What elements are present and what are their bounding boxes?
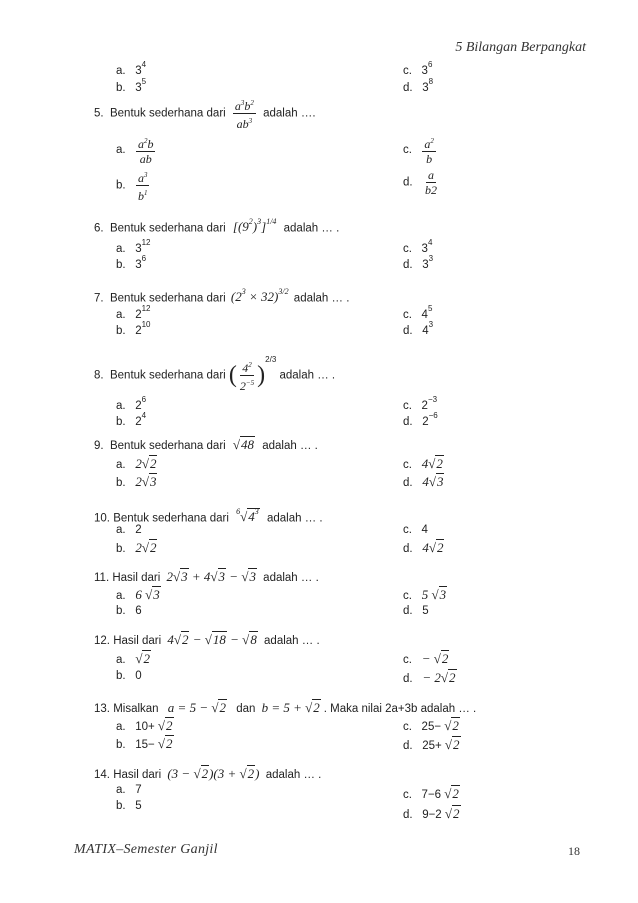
q14-expression: (3 − √2)(3 + √2) xyxy=(167,766,260,781)
exponent: 12 xyxy=(141,304,151,313)
question-suffix: adalah … . xyxy=(262,440,318,452)
question-text: Bentuk sederhana dari xyxy=(113,512,229,525)
question-suffix: adalah … . xyxy=(283,222,340,235)
q8-option-d xyxy=(403,413,438,428)
q11-question xyxy=(94,569,319,585)
q12-question xyxy=(94,632,320,648)
question-text: Bentuk sederhana dari xyxy=(109,222,226,235)
exponent: 6 xyxy=(427,60,433,69)
q13-option-c: c. 25− √2 xyxy=(403,718,459,733)
q6-option-a xyxy=(116,240,151,255)
option-label: b. xyxy=(116,415,126,428)
question-text: Bentuk sederhana dari xyxy=(109,107,226,120)
exponent: 5 xyxy=(427,304,433,313)
option-label: d. xyxy=(403,415,413,428)
question-number: 7. xyxy=(94,292,104,305)
q11-option-b: b. 6 xyxy=(116,605,142,617)
question-text: Bentuk sederhana dari xyxy=(109,440,226,452)
option-value: 2 xyxy=(422,415,429,428)
option-value: 2 xyxy=(135,399,142,412)
q12-option-a: a. √2 xyxy=(116,651,150,666)
option-value: 3 xyxy=(421,64,428,77)
option-value: 3 xyxy=(421,242,428,255)
q5-option-b: b. $\frac{a^3}{b^1}$ xyxy=(116,168,153,203)
option-label: d. xyxy=(403,176,413,189)
q9-option-b: b. 2√3 xyxy=(116,474,157,489)
question-suffix: . Maka nilai 2a+3b adalah … . xyxy=(323,703,477,715)
option-value: 2 xyxy=(135,324,142,337)
option-label: a. xyxy=(116,308,126,321)
q10-option-d: d. 4√2 xyxy=(403,540,444,555)
question-number: 13. xyxy=(94,703,110,715)
q8-fraction: $\frac{4^2}{2^{-5}}$ xyxy=(238,358,256,393)
q11-expression: 2√3 + 4√3 − √3 xyxy=(166,569,256,584)
q4-option-c xyxy=(403,62,432,77)
option-value: 3 xyxy=(422,258,429,271)
option-label: b. xyxy=(116,81,126,94)
chapter-header: 5 Bilangan Berpangkat xyxy=(455,40,586,55)
question-number: 11. xyxy=(94,572,110,584)
question-suffix: adalah … . xyxy=(266,512,323,525)
question-number: 14. xyxy=(94,769,110,781)
question-suffix: adalah … . xyxy=(264,635,320,647)
q9-question xyxy=(94,437,318,453)
option-label: c. xyxy=(403,242,412,255)
question-suffix: adalah … . xyxy=(265,769,322,781)
option-value: 2 xyxy=(421,399,428,412)
option-value: 3 xyxy=(422,81,429,94)
option-label: c. xyxy=(403,308,412,321)
exponent: 10 xyxy=(141,320,151,329)
q13-option-a: a. 10+ √2 xyxy=(116,718,173,733)
q12-option-b: b. 0 xyxy=(116,670,142,682)
option-value: 3 xyxy=(135,242,142,255)
exponent: 3 xyxy=(428,254,434,263)
option-label: d. xyxy=(403,258,413,271)
question-suffix: adalah … . xyxy=(263,572,319,584)
q12-expression: 4√2 − √18 − √8 xyxy=(167,632,257,647)
exponent: 12 xyxy=(141,238,151,247)
option-label: a. xyxy=(116,399,126,412)
q5-option-c: c. $\frac{a^2}{b}$ xyxy=(403,134,440,166)
option-label: a. xyxy=(116,242,126,255)
q4-option-a xyxy=(116,62,146,77)
exponent: 4 xyxy=(141,411,147,420)
q12-option-c: c. − √2 xyxy=(403,651,449,666)
q5-option-a: a. $\frac{a^2b}{ab}$ xyxy=(116,134,159,166)
q8-option-b xyxy=(116,413,146,428)
q13-option-b: b. 15− √2 xyxy=(116,736,173,751)
question-number: 10. xyxy=(94,512,110,525)
q10-option-a: a. 2 xyxy=(116,524,142,536)
option-value: 4 xyxy=(422,324,429,337)
option-value: 2 xyxy=(135,308,142,321)
exponent: 6 xyxy=(141,254,147,263)
option-label: c. xyxy=(403,64,412,77)
q9-option-c: c. 4√2 xyxy=(403,456,443,471)
q13-expr-a: a = 5 − √2 xyxy=(167,700,226,715)
q7-option-d xyxy=(403,322,433,337)
option-value: 2 xyxy=(135,415,142,428)
q9-expression: √48 xyxy=(232,437,255,452)
q11-option-c: c. 5 √3 xyxy=(403,587,447,602)
question-number: 12. xyxy=(94,635,110,647)
exponent: 3 xyxy=(428,320,434,329)
q7-option-a xyxy=(116,306,151,321)
q9-option-d: d. 4√3 xyxy=(403,474,444,489)
option-label: b. xyxy=(116,179,126,192)
option-value: 3 xyxy=(135,81,142,94)
q13-option-d: d. 25+ √2 xyxy=(403,737,460,752)
option-label: d. xyxy=(403,81,413,94)
footer-title: MATIX–Semester Ganjil xyxy=(74,842,218,857)
question-text: Misalkan xyxy=(113,703,159,715)
q8-question: 8. Bentuk sederhana dari ( $\frac{4^2}{2^{-5}}$ )$^{2/3}$ adalah … . xyxy=(94,354,336,393)
q7-expression: $(2^3 \times 32)^{3/2}$ xyxy=(230,287,289,305)
question-text: Hasil dari xyxy=(112,572,161,584)
q5-question xyxy=(94,96,316,131)
q8-expression: ( xyxy=(228,362,237,388)
q4-option-b xyxy=(116,79,146,94)
q10-expression: $^6√4^3$ xyxy=(236,507,259,525)
q12-option-d: d. − 2√2 xyxy=(403,670,456,685)
option-value: 3 xyxy=(135,258,142,271)
q7-question xyxy=(94,289,349,305)
q7-option-c xyxy=(403,306,432,321)
question-text: Hasil dari xyxy=(113,635,162,647)
question-number: 6. xyxy=(94,222,104,235)
q14-option-d: d. 9−2 √2 xyxy=(403,806,460,821)
exponent: 5 xyxy=(141,77,147,86)
option-label: a. xyxy=(116,144,126,157)
option-label: b. xyxy=(116,258,126,271)
question-mid: dan xyxy=(236,703,256,715)
option-label: d. xyxy=(403,324,413,337)
option-label: c. xyxy=(403,399,412,412)
q5-option-d: d. $\frac{a}{b2}$ xyxy=(403,168,437,197)
question-number: 9. xyxy=(94,440,104,452)
q11-option-d: d. 5 xyxy=(403,605,429,617)
option-label: c. xyxy=(403,144,412,157)
q14-question xyxy=(94,766,321,782)
exponent: −3 xyxy=(427,395,438,404)
q7-option-b xyxy=(116,322,151,337)
question-suffix: adalah … . xyxy=(293,292,350,305)
question-text: Bentuk sederhana dari xyxy=(109,369,226,382)
exponent: −6 xyxy=(428,411,438,420)
q6-option-c xyxy=(403,240,432,255)
exponent: 6 xyxy=(141,395,147,404)
q6-option-b xyxy=(116,256,146,271)
q10-option-c: c. 4 xyxy=(403,524,428,536)
exponent: 8 xyxy=(428,77,434,86)
option-label: a. xyxy=(116,64,126,77)
question-text: Hasil dari xyxy=(113,769,162,781)
q6-option-d xyxy=(403,256,433,271)
question-number: 8. xyxy=(94,369,104,382)
page-number: 18 xyxy=(568,844,580,858)
option-value: 3 xyxy=(135,64,142,77)
q8-option-c xyxy=(403,397,437,412)
option-value: 4 xyxy=(421,308,428,321)
option-label: b. xyxy=(116,324,126,337)
question-suffix: adalah … . xyxy=(279,369,336,382)
question-suffix: adalah …. xyxy=(263,107,316,120)
q10-question xyxy=(94,509,323,525)
q6-expression: $[(9^2)^3]^{1/4}$ xyxy=(232,217,277,235)
q11-option-a: a. 6 √3 xyxy=(116,587,160,602)
q14-option-b: b. 5 xyxy=(116,800,142,812)
q10-option-b: b. 2√2 xyxy=(116,540,157,555)
q4-option-d xyxy=(403,79,433,94)
q13-expr-b: b = 5 + √2 xyxy=(261,700,320,715)
q6-question xyxy=(94,219,339,235)
q13-question xyxy=(94,700,476,716)
exponent: 4 xyxy=(141,60,147,69)
q14-option-a: a. 7 xyxy=(116,784,142,796)
exponent: 4 xyxy=(427,238,433,247)
q8-option-a xyxy=(116,397,146,412)
question-text: Bentuk sederhana dari xyxy=(109,292,226,305)
q9-option-a: a. 2√2 xyxy=(116,456,157,471)
q14-option-c: c. 7−6 √2 xyxy=(403,786,459,801)
q5-expression: $\frac{a^3b^2}{ab^3}$ xyxy=(233,96,256,131)
question-number: 5. xyxy=(94,107,104,120)
